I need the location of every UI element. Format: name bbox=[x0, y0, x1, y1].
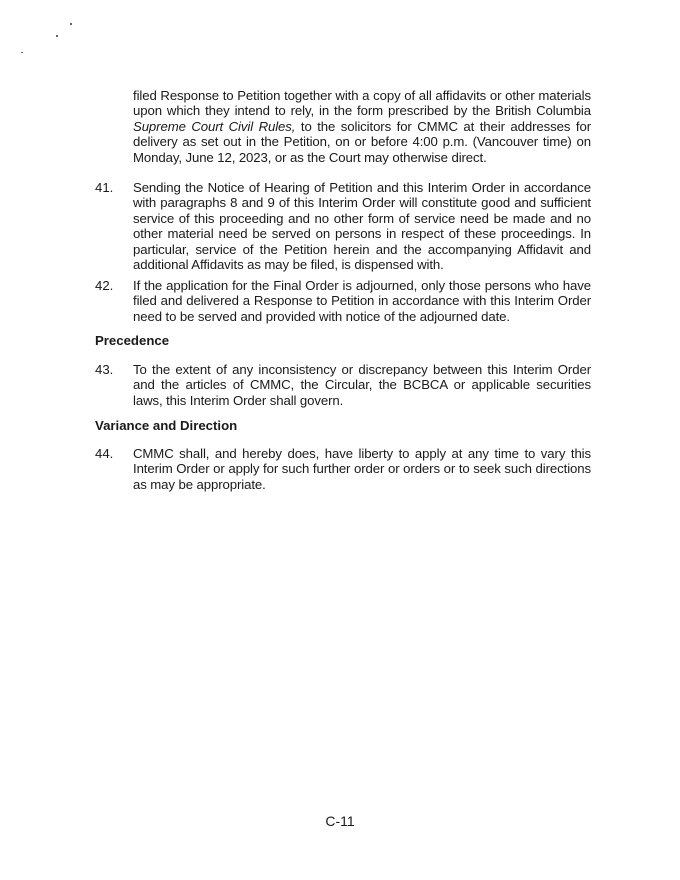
continued-paragraph bbox=[133, 88, 591, 165]
heading-precedence: Precedence bbox=[95, 333, 170, 348]
paragraph-43-text: To the extent of any inconsistency or discrepancy between this Interim Order and the articles of CMMC, the Circular, the BCBCA or applicable securities laws, this Interim Order shall govern. bbox=[133, 362, 591, 408]
paragraph-number-43: 43. bbox=[95, 362, 114, 377]
paragraph-number-44: 44. bbox=[95, 446, 114, 461]
speck bbox=[70, 23, 72, 25]
continued-text-end: to the solicitors for CMMC at their addresses for delivery as set out in the Petition, on or before 4:00 p.m. (Vancouver time) on Monday, June 12, 2023, or as the Court may otherwise direct. bbox=[133, 118, 591, 165]
speck bbox=[56, 35, 58, 37]
continued-text-start: filed Response to Petition together with a copy of all affidavits or other materials upon which they intend to rely, in the form prescribed by the British Columbia bbox=[133, 88, 591, 119]
paragraph-44-text: CMMC shall, and hereby does, have liberty to apply at any time to vary this Interim Order or apply for such further order or orders or to seek such directions as may be appropriate. bbox=[133, 446, 591, 492]
rules-citation: Supreme Court Civil Rules, bbox=[133, 118, 296, 134]
heading-variance-and-direction: Variance and Direction bbox=[95, 418, 238, 433]
speck bbox=[21, 52, 23, 53]
paragraph-42-text: If the application for the Final Order is adjourned, only those persons who have filed and delivered a Response to Petition in accordance with this Interim Order need to be served and provided with notice of the adjourned date. bbox=[133, 278, 591, 324]
paragraph-41-text: Sending the Notice of Hearing of Petition and this Interim Order in accordance with paragraphs 8 and 9 of this Interim Order will constitute good and sufficient service of this proceeding and no other form of service need be made and no other material need be served on persons in respect of these proceedings. In particular, service of the Petition herein and the accompanying Affidavit and additional Affidavits as may be filed, is dispensed with. bbox=[133, 180, 591, 273]
paragraph-number-41: 41. bbox=[95, 180, 114, 195]
page-number: C-11 bbox=[325, 813, 355, 829]
paragraph-number-42: 42. bbox=[95, 278, 114, 293]
